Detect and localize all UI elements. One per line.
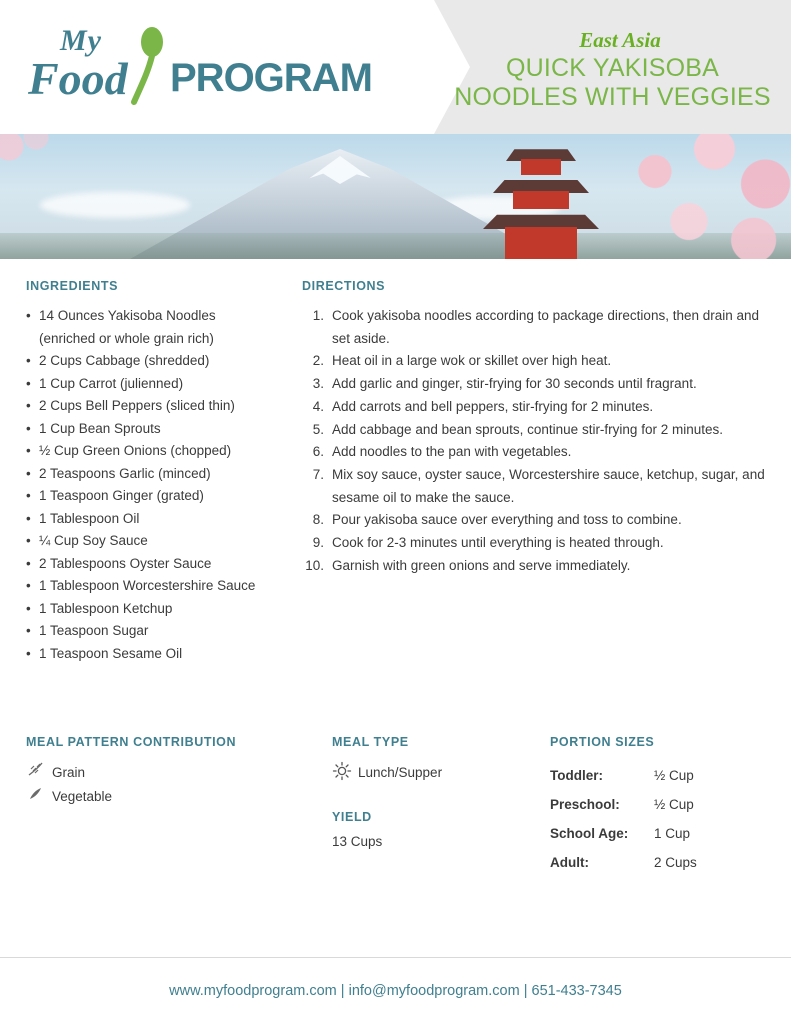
list-item: • 14 Ounces Yakisoba Noodles (enriched or whole grain rich) (26, 305, 274, 350)
portion-row (550, 790, 766, 819)
portion-sizes-heading: PORTION SIZES (550, 735, 655, 749)
ingredients-heading: INGREDIENTS (26, 279, 119, 293)
list-item: • ½ Cup Green Onions (chopped) (26, 440, 274, 463)
logo-food-text: Food (28, 53, 128, 104)
list-item: Add noodles to the pan with vegetables. (332, 444, 572, 460)
list-item: • 1 Teaspoon Ginger (grated) (26, 485, 274, 508)
hero-image (0, 134, 791, 259)
recipe-body (0, 259, 791, 665)
list-item: Pour yakisoba sauce over everything and toss to combine. (332, 512, 682, 528)
spoon-icon (126, 26, 172, 111)
footer-email[interactable]: info@myfoodprogram.com (348, 983, 520, 999)
list-item: Mix soy sauce, oyster sauce, Worcestershire sauce, ketchup, sugar, and sesame oil to make the sauce. (332, 466, 765, 505)
recipe-title (450, 54, 775, 112)
directions-heading: DIRECTIONS (302, 279, 386, 293)
meal-pattern-label: Vegetable (52, 789, 113, 804)
portion-value: ½ Cup (654, 768, 694, 783)
meal-pattern-label: Grain (52, 765, 86, 780)
hero-cloud (40, 192, 190, 218)
ingredients-section (26, 279, 274, 665)
sun-icon (332, 761, 358, 784)
list-item: Heat oil in a large wok or skillet over high heat. (332, 353, 612, 369)
list-item: • 2 Cups Bell Peppers (sliced thin) (26, 395, 274, 418)
portion-row (550, 848, 766, 877)
list-item: • 2 Cups Cabbage (shredded) (26, 350, 274, 373)
meal-pattern-section (26, 735, 332, 877)
meal-type-heading: MEAL TYPE (332, 735, 409, 749)
list-item: • 2 Tablespoons Oyster Sauce (26, 553, 274, 576)
logo-program-text: PROGRAM (170, 56, 372, 100)
list-item: Add garlic and ginger, stir-frying for 30 seconds until fragrant. (332, 376, 697, 392)
portion-label: Toddler: (550, 768, 603, 783)
footer-website[interactable]: www.myfoodprogram.com (169, 983, 337, 999)
list-item: • 1 Teaspoon Sesame Oil (26, 643, 274, 666)
portion-label: Adult: (550, 855, 589, 870)
grain-icon (26, 761, 46, 785)
list-item: • 1 Tablespoon Worcestershire Sauce (26, 575, 274, 598)
meal-pattern-row (26, 761, 332, 785)
portion-label: Preschool: (550, 797, 620, 812)
footer-separator: | (523, 983, 528, 999)
footer-contact (169, 983, 622, 999)
meal-pattern-row (26, 785, 332, 809)
footer-separator: | (340, 983, 345, 999)
directions-list (302, 305, 765, 577)
recipe-meta (26, 735, 766, 877)
page-footer (0, 957, 791, 1024)
meal-type-row (332, 761, 550, 784)
list-item: Add cabbage and bean sprouts, continue stir-frying for 2 minutes. (332, 421, 723, 437)
portion-value: 2 Cups (654, 855, 697, 870)
yield-heading: YIELD (332, 810, 372, 824)
logo-my-text: My (60, 24, 102, 57)
list-item: • 1 Tablespoon Oil (26, 508, 274, 531)
portion-value: ½ Cup (654, 797, 694, 812)
footer-phone: 651-433-7345 (531, 983, 622, 999)
list-item: Cook for 2-3 minutes until everything is heated through. (332, 535, 664, 551)
page-header (0, 0, 791, 134)
portion-label: School Age: (550, 826, 629, 841)
list-item: • 1 Tablespoon Ketchup (26, 598, 274, 621)
meal-type-value: Lunch/Supper (358, 765, 443, 780)
vegetable-icon (26, 785, 46, 809)
ingredients-list (26, 305, 274, 665)
meal-type-section (332, 735, 550, 877)
recipe-title-line2: NOODLES WITH VEGGIES (454, 83, 771, 111)
portion-row (550, 819, 766, 848)
list-item: • ¼ Cup Soy Sauce (26, 530, 274, 553)
list-item: • 1 Cup Bean Sprouts (26, 418, 274, 441)
list-item: Cook yakisoba noodles according to package directions, then drain and set aside. (332, 308, 760, 346)
brand-logo (22, 24, 372, 114)
recipe-title-line1: QUICK YAKISOBA (505, 54, 720, 82)
list-item: • 1 Teaspoon Sugar (26, 620, 274, 643)
pagoda-shape (481, 141, 601, 259)
cherry-blossom-right (621, 134, 791, 259)
list-item: • 1 Cup Carrot (julienned) (26, 373, 274, 396)
portion-value: 1 Cup (654, 826, 691, 841)
yield-value: 13 Cups (332, 834, 383, 849)
region-label: East Asia (579, 28, 661, 52)
directions-section (274, 279, 765, 577)
portion-sizes-section (550, 735, 766, 877)
list-item: • 2 Teaspoons Garlic (minced) (26, 463, 274, 486)
list-item: Add carrots and bell peppers, stir-frying for 2 minutes. (332, 398, 654, 414)
meal-pattern-heading: MEAL PATTERN CONTRIBUTION (26, 735, 237, 749)
list-item: Garnish with green onions and serve immediately. (332, 557, 631, 573)
portion-row (550, 761, 766, 790)
cherry-blossom-left (0, 134, 90, 194)
